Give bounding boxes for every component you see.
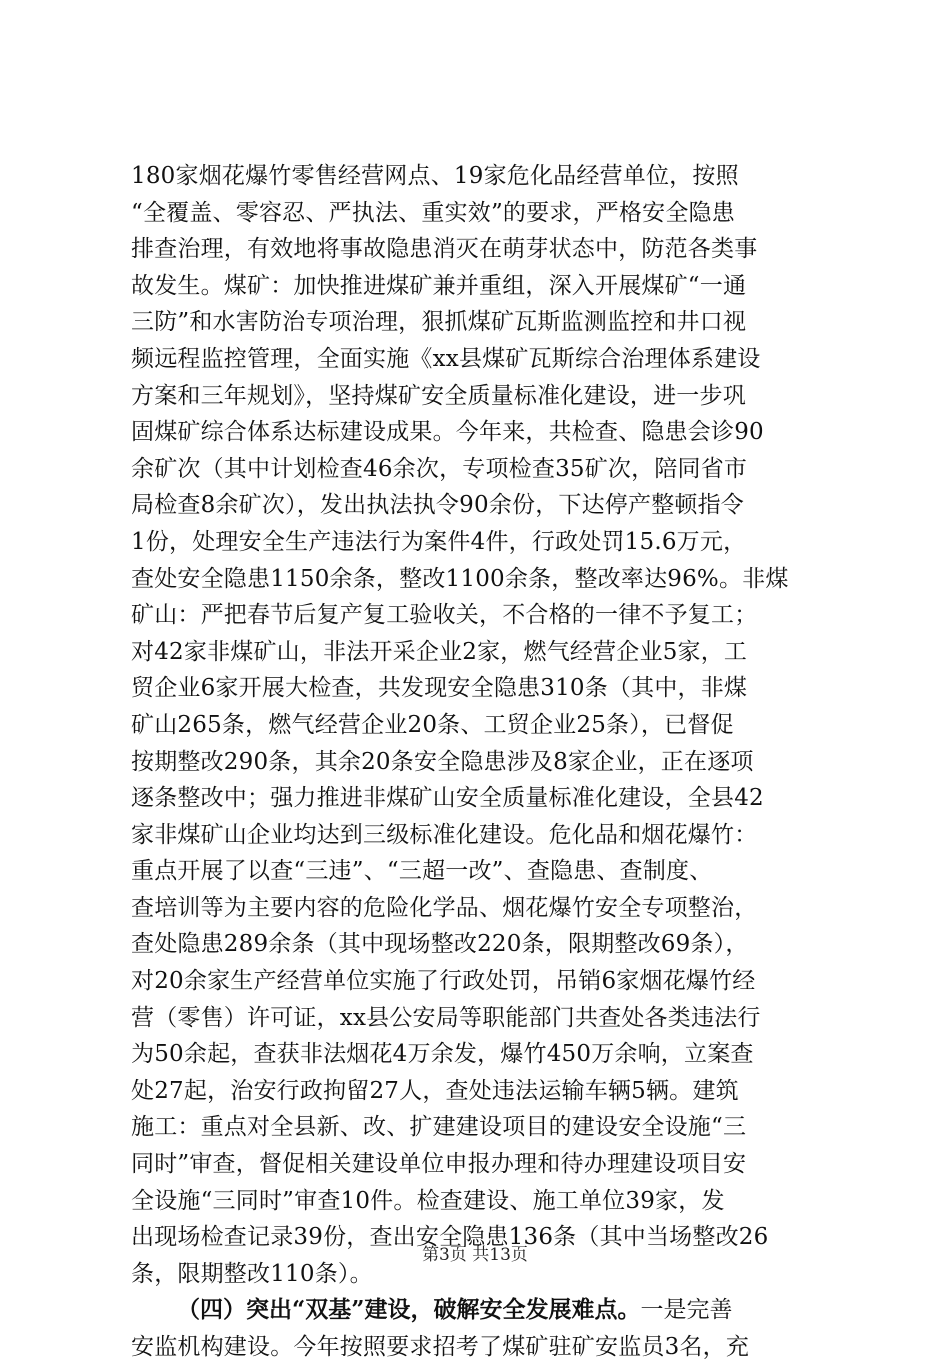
body-line: 按期整改290条，其余20条安全隐患涉及8家企业，正在逐项 — [131, 748, 754, 775]
body-line: 局检查8余矿次），发出执法执令90余份，下达停产整顿指令 — [131, 492, 744, 519]
body-line: 余矿次（其中计划检查46余次，专项检查35矿次，陪同省市 — [131, 455, 748, 482]
section-heading-continuation: 一是完善 — [640, 1297, 733, 1324]
body-line: 固煤矿综合体系达标建设成果。今年来，共检查、隐患会诊90 — [131, 419, 764, 446]
body-line: 对42家非煤矿山，非法开采企业2家，燃气经营企业5家，工 — [131, 638, 748, 665]
body-line: 矿山265条，燃气经营企业20条、工贸企业25条），已督促 — [131, 711, 734, 738]
body-line: 查培训等为主要内容的危险化学品、烟花爆竹安全专项整治， — [131, 894, 758, 921]
body-line: 排查治理，有效地将事故隐患消灭在萌芽状态中，防范各类事 — [131, 236, 758, 263]
document-body — [131, 158, 827, 1366]
body-line: 180家烟花爆竹零售经营网点、19家危化品经营单位，按照 — [131, 163, 739, 189]
body-line: 对20余家生产经营单位实施了行政处罚，吊销6家烟花爆竹经 — [131, 968, 756, 995]
body-line: 出现场检查记录39份，查出安全隐患136条（其中当场整改26 — [131, 1224, 769, 1251]
body-line: 矿山：严把春节后复产复工验收关，不合格的一律不予复工； — [131, 602, 758, 629]
body-line: 家非煤矿山企业均达到三级标准化建设。危化品和烟花爆竹： — [131, 821, 758, 848]
section-heading: （四）突出“双基”建设，破解安全发展难点。 — [177, 1296, 641, 1324]
body-line: 频远程监控管理，全面实施《xx县煤矿瓦斯综合治理体系建设 — [131, 345, 761, 372]
body-line: 施工：重点对全县新、改、扩建建设项目的建设安全设施“三 — [131, 1114, 747, 1141]
section-heading-line — [131, 1292, 827, 1329]
body-line: 处27起，治安行政拘留27人，查处违法运输车辆5辆。建筑 — [131, 1077, 739, 1104]
body-line: 故发生。煤矿：加快推进煤矿兼并重组，深入开展煤矿“一通 — [131, 272, 747, 299]
body-line: 为50余起，查获非法烟花4万余发，爆竹450万余响，立案查 — [131, 1041, 754, 1068]
body-line: 逐条整改中；强力推进非煤矿山安全质量标准化建设，全县42 — [131, 785, 764, 812]
body-line: 全设施“三同时”审查10件。检查建设、施工单位39家，发 — [131, 1187, 725, 1214]
body-line: 查处隐患289余条（其中现场整改220条，限期整改69条）， — [131, 931, 749, 958]
body-line: 重点开展了以查“三违”、“三超一改”、查隐患、查制度、 — [131, 858, 713, 885]
body-line: 查处安全隐患1150余条，整改1100余条，整改率达96%。非煤 — [131, 565, 789, 592]
body-line: 同时”审查，督促相关建设单位申报办理和待办理建设项目安 — [131, 1151, 747, 1178]
body-line: 营（零售）许可证，xx县公安局等职能部门共查处各类违法行 — [131, 1004, 761, 1031]
page-footer: 第3页 共13页 — [422, 1245, 528, 1265]
body-line: “全覆盖、零容忍、严执法、重实效”的要求，严格安全隐患 — [131, 199, 735, 226]
body-line: 贸企业6家开展大检查，共发现安全隐患310条（其中，非煤 — [131, 675, 748, 702]
body-line: 条，限期整改110条）。 — [131, 1260, 373, 1287]
body-line: 方案和三年规划》，坚持煤矿安全质量标准化建设，进一步巩 — [131, 382, 746, 409]
body-line: 安监机构建设。今年按照要求招考了煤矿驻矿安监员3名，充 — [131, 1334, 750, 1360]
body-line: 三防”和水害防治专项治理，狠抓煤矿瓦斯监测监控和井口视 — [131, 309, 747, 336]
body-line: 1份，处理安全生产违法行为案件4件，行政处罚15.6万元， — [131, 528, 747, 555]
